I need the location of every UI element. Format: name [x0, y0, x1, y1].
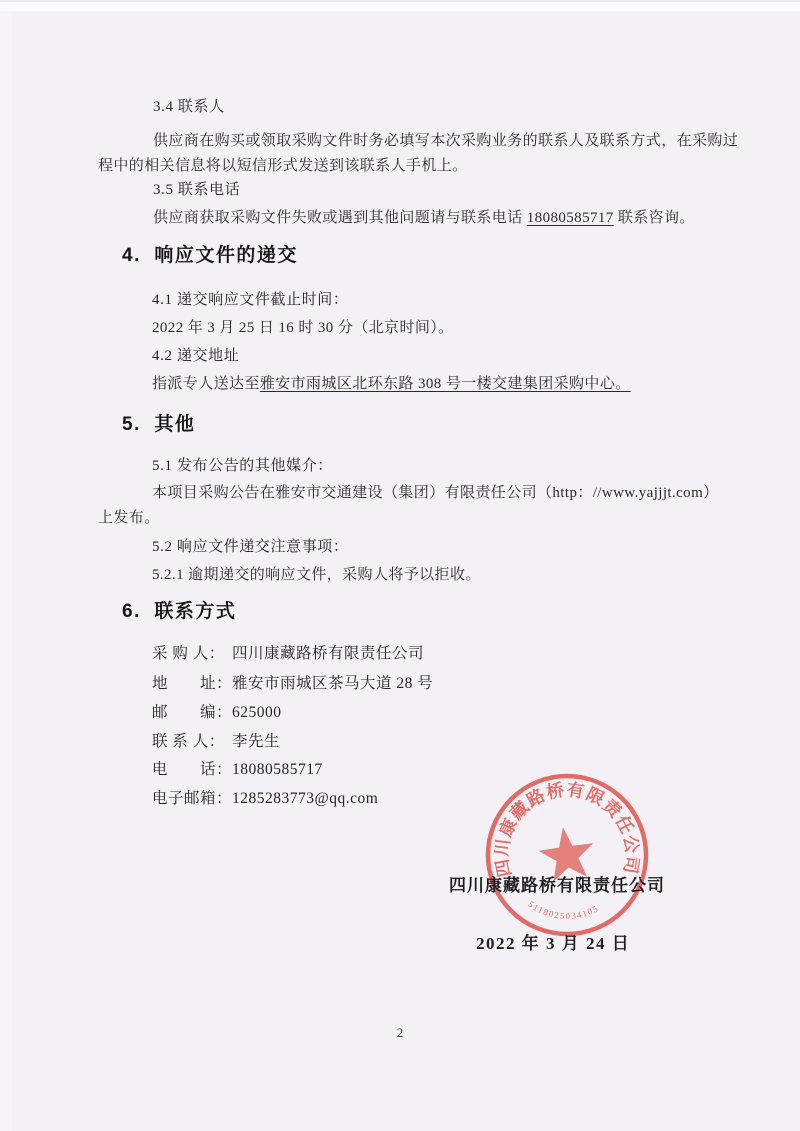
contact-value: 四川康藏路桥有限责任公司	[232, 645, 425, 662]
heading-4-1: 4.1 递交响应文件截止时间：	[152, 292, 349, 308]
para-5-1-line2: 上发布。	[98, 510, 160, 526]
contact-label: 采 购 人：	[152, 645, 225, 662]
contact-row-phone	[152, 757, 323, 779]
contact-label: 地 址：	[152, 675, 233, 692]
heading-4-2: 4.2 递交地址	[152, 348, 240, 364]
heading-5: 5. 其他	[122, 414, 196, 435]
deadline-text: 2022 年 3 月 25 日 16 时 30 分（北京时间）。	[152, 320, 454, 336]
contact-label: 邮 编：	[152, 704, 233, 721]
signature-company: 四川康藏路桥有限责任公司	[449, 876, 665, 895]
contact-value: 18080585717	[232, 761, 323, 778]
contact-row-address	[152, 671, 433, 693]
contact-row-email	[152, 786, 378, 808]
delivery-address-underlined: 雅安市雨城区北环东路 308 号一楼交建集团采购中心。	[259, 376, 631, 392]
contact-value: 李先生	[232, 733, 281, 750]
scan-edge-left	[0, 0, 12, 1131]
contact-phone-underlined: 18080585717	[526, 210, 614, 226]
signature-date: 2022 年 3 月 24 日	[476, 934, 631, 953]
scan-edge-top	[0, 0, 800, 11]
para-5-1-line1: 本项目采购公告在雅安市交通建设（集团）有限责任公司（http：//www.yajjjt.com）	[152, 485, 719, 501]
contact-row-person	[152, 729, 280, 751]
para-3-5-tail: 联系咨询。	[613, 210, 695, 226]
para-3-5-text: 供应商获取采购文件失败或遇到其他问题请与联系电话	[153, 210, 527, 226]
contact-row-purchaser	[152, 641, 424, 663]
contact-value: 雅安市雨城区茶马大道 28 号	[232, 675, 434, 692]
contact-value: 1285283773@qq.com	[232, 790, 379, 807]
heading-3-4: 3.4 联系人	[153, 99, 225, 115]
page-number: 2	[396, 1025, 404, 1040]
heading-3-5: 3.5 联系电话	[153, 182, 241, 198]
heading-6: 6. 联系方式	[122, 601, 237, 622]
seal-serial-text: 5118025034105	[526, 898, 601, 922]
contact-label: 电 话：	[152, 761, 233, 778]
contact-label: 联 系 人：	[152, 733, 225, 750]
seal-arc-text: 四川康藏路桥有限责任公司	[491, 779, 643, 879]
para-3-5	[153, 209, 695, 228]
company-seal-stamp-icon	[467, 755, 667, 955]
contact-row-zipcode	[152, 700, 282, 722]
heading-5-1: 5.1 发布公告的其他媒介：	[152, 458, 333, 474]
para-3-4-line2: 程中的相关信息将以短信形式发送到该联系人手机上。	[98, 158, 468, 174]
delivery-address-line	[152, 375, 631, 394]
contact-label: 电子邮箱：	[152, 790, 233, 807]
address-prefix: 指派专人送达至	[152, 376, 260, 392]
contact-value: 625000	[232, 704, 282, 721]
para-3-4-line1: 供应商在购买或领取采购文件时务必填写本次采购业务的联系人及联系方式，在采购过	[153, 133, 739, 149]
para-5-2-1: 5.2.1 逾期递交的响应文件，采购人将予以拒收。	[152, 567, 481, 583]
heading-4: 4. 响应文件的递交	[122, 245, 298, 266]
heading-5-2: 5.2 响应文件递交注意事项：	[152, 539, 349, 555]
